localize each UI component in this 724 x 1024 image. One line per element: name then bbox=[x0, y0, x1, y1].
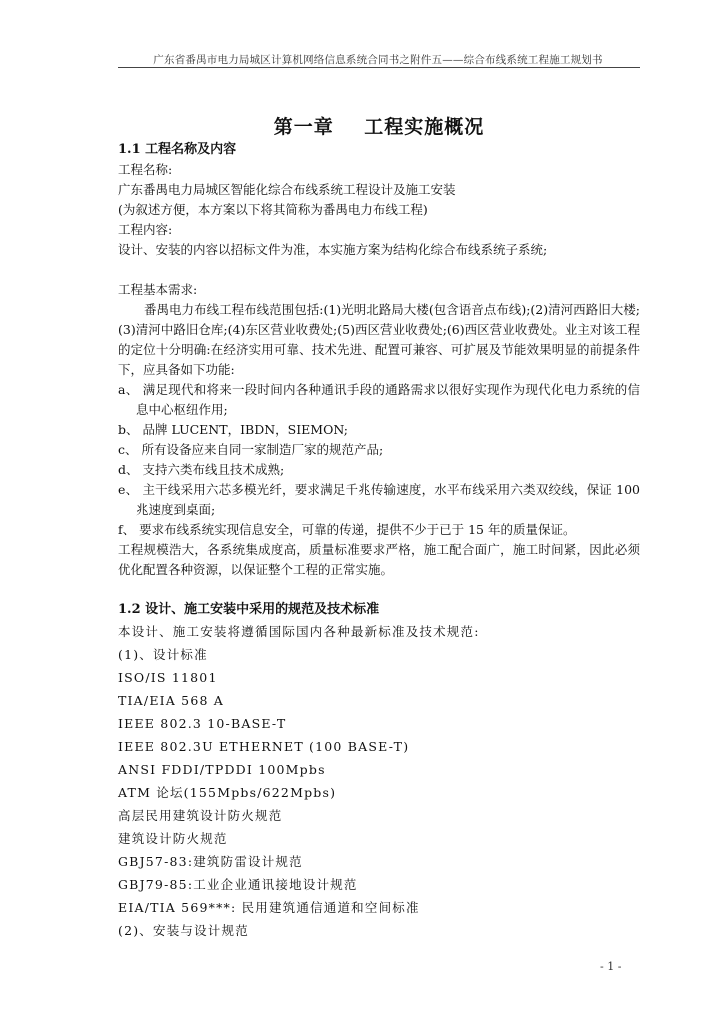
chapter-title: 第一章 工程实施概况 bbox=[273, 116, 485, 138]
project-content-label: 工程内容: bbox=[118, 222, 173, 237]
section-heading-1-1: 1.1 工程名称及内容 bbox=[118, 142, 237, 157]
standard-item: IEEE 802.3 10-BASE-T bbox=[118, 716, 287, 731]
section-heading-1-2: 1.2 设计、施工安装中采用的规范及技术标准 bbox=[118, 602, 380, 617]
requirement-item-d: d、 支持六类布线且技术成熟; bbox=[118, 462, 285, 477]
closing-paragraph: 工程规模浩大，各系统集成度高，质量标准要求严格，施工配合面广，施工时间紧，因此必须优化配置各种资源，以保证整个工程的正常实施。 bbox=[118, 542, 640, 577]
scope-paragraph: 番禺电力布线工程布线范围包括:(1)光明北路局大楼(包含语音点布线);(2)清河西路旧大楼;(3)清河中路旧仓库;(4)东区营业收费处;(5)西区营业收费处;(6)西区营业收费处。业主对该工程的定位十分明确:在经济实用可靠、技术先进、配置可兼容、可扩展及节能效果明显的前提条件下，应具备如下功能: bbox=[118, 302, 640, 377]
standard-item: 高层民用建筑设计防火规范 bbox=[118, 808, 283, 823]
standard-item: GBJ79-85:工业企业通讯接地设计规范 bbox=[118, 877, 358, 892]
running-header: 广东省番禺市电力局城区计算机网络信息系统合同书之附件五——综合布线系统工程施工规划书 bbox=[153, 54, 603, 66]
requirement-item-a: a、 满足现代和将来一段时间内各种通讯手段的通路需求以很好实现作为现代化电力系统的信息中心枢纽作用; bbox=[118, 382, 640, 417]
requirement-item-e: e、 主干线采用六芯多模光纤，要求满足千兆传输速度，水平布线采用六类双绞线，保证 100 兆速度到桌面; bbox=[118, 482, 640, 517]
requirement-item-b: b、 品牌 LUCENT，IBDN，SIEMON; bbox=[118, 422, 349, 437]
project-name-value: 广东番禺电力局城区智能化综合布线系统工程设计及施工安装 bbox=[118, 182, 456, 197]
standard-item: 建筑设计防火规范 bbox=[118, 831, 228, 846]
standard-item: EIA/TIA 569***: 民用建筑通信通道和空间标准 bbox=[118, 900, 420, 915]
project-content-value: 设计、安装的内容以招标文件为准，本实施方案为结构化综合布线系统子系统; bbox=[118, 242, 548, 257]
standards-intro: 本设计、施工安装将遵循国际国内各种最新标准及技术规范: bbox=[118, 624, 480, 639]
standard-item: GBJ57-83:建筑防雷设计规范 bbox=[118, 854, 303, 869]
requirement-item-c: c、 所有设备应来自同一家制造厂家的规范产品; bbox=[118, 442, 384, 457]
project-name-label: 工程名称: bbox=[118, 162, 173, 177]
section-gap bbox=[118, 580, 640, 600]
document-body bbox=[118, 140, 640, 942]
standard-item: ATM 论坛(155Mpbs/622Mpbs) bbox=[118, 785, 337, 800]
basic-requirements-label: 工程基本需求: bbox=[118, 282, 198, 297]
paragraph-gap bbox=[118, 260, 640, 280]
standard-item: IEEE 802.3U ETHERNET (100 BASE-T) bbox=[118, 739, 410, 754]
header-rule bbox=[118, 67, 640, 68]
project-name-note: (为叙述方便，本方案以下将其简称为番禺电力布线工程) bbox=[118, 202, 428, 217]
standard-item: TIA/EIA 568 A bbox=[118, 693, 225, 708]
standard-item: ISO/IS 11801 bbox=[118, 670, 218, 685]
design-standards-label: (1)、设计标准 bbox=[118, 647, 208, 662]
page-number: - 1 - bbox=[600, 960, 622, 973]
requirement-item-f: f、 要求布线系统实现信息安全，可靠的传递，提供不少于已于 15 年的质量保证。 bbox=[118, 522, 576, 537]
install-standards-label: (2)、安装与设计规范 bbox=[118, 923, 249, 938]
standard-item: ANSI FDDI/TPDDI 100Mpbs bbox=[118, 762, 326, 777]
